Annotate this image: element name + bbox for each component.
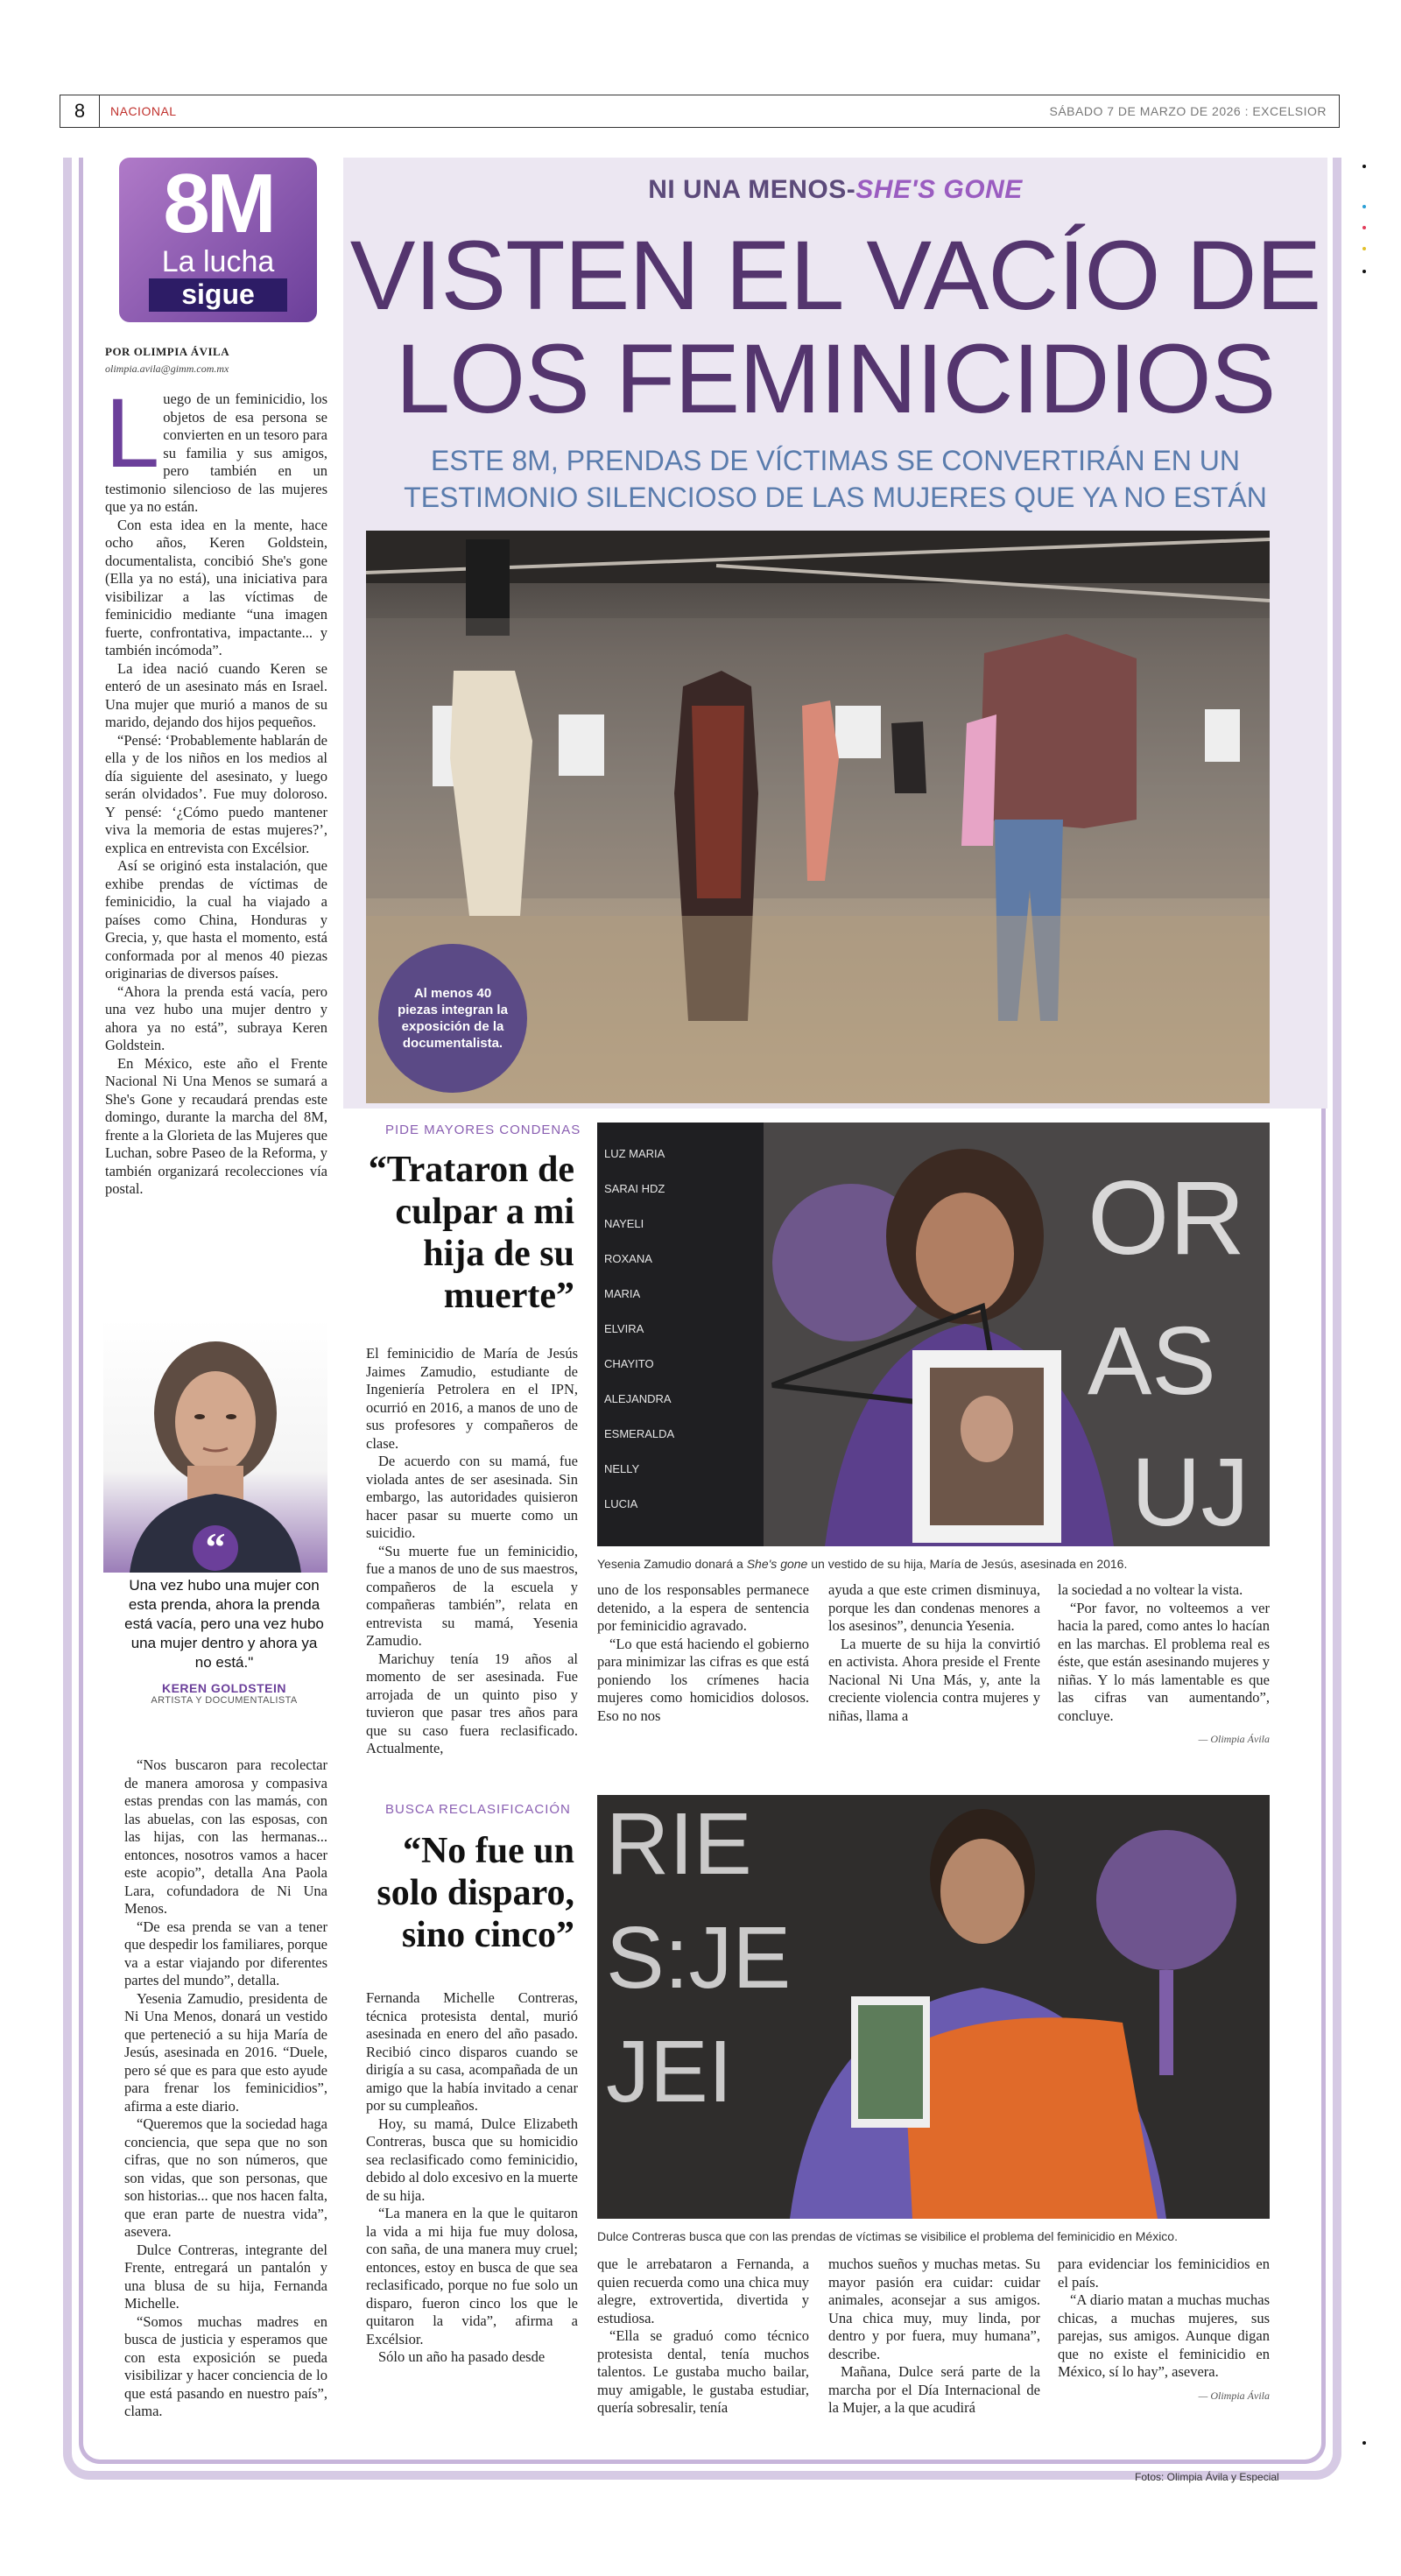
issue-date: SÁBADO 7 DE MARZO DE 2026 : EXCELSIOR: [1049, 104, 1327, 118]
svg-text:ROXANA: ROXANA: [604, 1252, 652, 1265]
left-column-text-2: [124, 1756, 327, 2421]
svg-text:LUCIA: LUCIA: [604, 1497, 638, 1510]
svg-text:ALEJANDRA: ALEJANDRA: [604, 1392, 672, 1405]
paragraph: “Nos buscaron para recolectar de manera amorosa y compasiva estas prendas con las mamás, con las abuelas, con las esposas, con las hijas, con las hermanas... entonces, nosotros vamos a hacer este acopio”, detalla Ana Paola Lara, cofundadora de Ni Una Menos.: [124, 1756, 327, 1917]
photo-badge: Al menos 40 piezas integran la exposición de la documentalista.: [378, 944, 527, 1093]
logo-line-1: La lucha: [161, 245, 275, 278]
story2-topic: BUSCA RECLASIFICACIÓN: [385, 1802, 571, 1817]
story2-col3: muchos sueños y muchas metas. Su mayor pasión era cuidar: cuidar animales, aconsejar a sus amigos. Una chica muy, muy linda, por dentro y por fuera, muy humana”, describe. Mañana, Dulce será parte de la marcha por el Día Internacional de la Mujer, a la que acudirá: [828, 2256, 1040, 2416]
svg-text:JEI: JEI: [606, 2023, 733, 2121]
logo-line-2: sigue: [149, 278, 287, 312]
svg-text:SARAI HDZ: SARAI HDZ: [604, 1182, 665, 1195]
pull-quote: [123, 1576, 326, 1706]
drop-cap: L: [105, 378, 160, 488]
svg-text:RIE: RIE: [606, 1795, 752, 1893]
svg-text:NELLY: NELLY: [604, 1462, 640, 1475]
byline: POR OLIMPIA ÁVILA: [105, 345, 230, 358]
dulce-photo: [597, 1795, 1270, 2219]
page-number: 8: [60, 95, 100, 127]
quote-text: Una vez hubo una mujer con esta prenda, ahora la prenda está vacía, pero una vez hubo una mujer dentro y ahora ya no está.": [124, 1577, 324, 1671]
story1-headline: “Trataron de culpar a mi hija de su muerte”: [368, 1150, 574, 1316]
paragraph: Yesenia Zamudio, presidenta de Ni Una Menos, donará un vestido que perteneció a su hija María de Jesús, asesinada en 2016. “Duele, pero sé que es para que esto ayude para frenar los feminicidios”, afirma a este diario.: [124, 1989, 327, 2115]
svg-text:NAYELI: NAYELI: [604, 1217, 644, 1230]
paragraph: “Queremos que la sociedad haga conciencia, que sepa que no son cifras, que no son números, que son vidas, que son personas, que son historias... que nos hacen falta, que eran parte de nuestra vida”, asevera.: [124, 2115, 327, 2240]
story2-col1: Fernanda Michelle Contreras, técnica protesista dental, murió asesinada en enero del año pasado. Recibió cinco disparos cuando se dirigía a su casa, acompañada de un amigo que la había invitado a cenar por su cumpleaños. Hoy, su mamá, Dulce Elizabeth Contreras, busca que su homicidio sea reclasificado como feminicidio, debido al dolo excesivo en la muerte de su hija. “La manera en la que le quitaron la vida a mi hija fue muy dolosa, con saña, de una manera muy cruel; entonces, estoy en busca de que sea reclasificado, porque no fue solo un disparo, fueron cinco los que le quitaron la vida”, afirma a Excélsior. Sólo un año ha pasado desde: [366, 1989, 578, 2365]
deck: ESTE 8M, PRENDAS DE VÍCTIMAS SE CONVERTIRÁN EN UN TESTIMONIO SILENCIOSO DE LAS MUJERES QUE YA NO ESTÁN: [404, 445, 1267, 513]
portrait-keren-goldstein: [103, 1319, 327, 1573]
author-email[interactable]: olimpia.avila@gimm.com.mx: [105, 362, 229, 375]
paragraph: “De esa prenda se van a tener que despedir los familiares, porque va a estar viajando por diferentes partes del mundo”, detalla.: [124, 1918, 327, 1988]
paragraph: La idea nació cuando Keren se enteró de un asesinato más en Israel. Una mujer que murió a manos de su marido, dejando dos hijos pequeños.: [105, 659, 327, 730]
story1-col4: la sociedad a no voltear la vista. “Por favor, no volteemos a ver hacia la pared, como antes lo hacían en las marchas. El problema real es éste, que están asesinando mujeres y niñas. Y lo más lamentable es que las cifras van aumentando”, concluye. — Olimpia Ávila: [1058, 1581, 1270, 1749]
paragraph: En México, este año el Frente Nacional Ni Una Menos se sumará a She's Gone y recaudará prendas este domingo, durante la marcha del 8M, frente a la Glorieta de las Mujeres que Luchan, sobre Paseo de la Reforma, y también organizará recolecciones vía postal.: [105, 1054, 327, 1197]
story1-signature: — Olimpia Ávila: [1198, 1733, 1270, 1745]
svg-text:S:JE: S:JE: [606, 1909, 792, 2007]
quote-author-role: ARTISTA Y DOCUMENTALISTA: [151, 1695, 298, 1706]
story2-signature: — Olimpia Ávila: [1198, 2389, 1270, 2402]
paragraph: “Pensé: ‘Probablemente hablarán de ella y de los niños en los medios al día siguiente del asesinato, y luego serán olvidados’. Fue muy doloroso. Y pensé: ‘¿Cómo puedo mantener viva la memoria de estas mujeres?’, explica en entrevista con Excélsior.: [105, 731, 327, 856]
section-name: NACIONAL: [110, 104, 177, 118]
kicker: NI UNA MENOS-SHE'S GONE: [648, 175, 1023, 204]
svg-text:LUZ MARIA: LUZ MARIA: [604, 1147, 665, 1160]
story1-caption: Yesenia Zamudio donará a She's gone un vestido de su hija, María de Jesús, asesinada en 2016.: [597, 1557, 1128, 1571]
headline: VISTEN EL VACÍO DE LOS FEMINICIDIOS: [349, 221, 1321, 433]
svg-text:OR: OR: [1088, 1159, 1245, 1277]
story1-col1: El feminicidio de María de Jesús Jaimes Zamudio, estudiante de Ingeniería Petrolera en el IPN, ocurrió en 2016, a manos de uno de sus profesores y compañeros de clase. De acuerdo con su mamá, fue violada antes de ser asesinada. Sin embargo, las autoridades quisieron hacer pasar su muerte como un suicidio. “Su muerte fue un feminicidio, fue a manos de uno de sus maestros, compañeros de la escuela y compañeras también”, relata en entrevista su mamá, Yesenia Zamudio. Marichuy tenía 19 años al momento de ser asesinada. Fue arrojada de un quinto piso y tuvieron que pasar tres años para que su caso fuera reclasificado. Actualmente,: [366, 1345, 578, 1756]
story2-col2: que le arrebataron a Fernanda, a quien recuerda como una chica muy alegre, extrovertida, divertida y estudiosa. “Ella se graduó como técnico protesista dental, tenía muchos talentos. Le gustaba mucho bailar, muy amigable, le gustaba estudiar, quería sobresalir, tenía: [597, 2256, 809, 2416]
paragraph: Dulce Contreras, integrante del Frente, entregará un pantalón y una blusa de su hija, Fernanda Michelle.: [124, 2241, 327, 2312]
paragraph: Con esta idea en la mente, hace ocho años, Keren Goldstein, documentalista, concibió She's gone (Ella ya no está), una iniciativa para visibilizar a las víctimas de feminicidio mediante “una imagen fuerte, confrontativa, impactante... y también incómoda”.: [105, 516, 327, 658]
story2-caption: Dulce Contreras busca que con las prendas de víctimas se visibilice el problema del feminicidio en México.: [597, 2229, 1178, 2243]
paragraph: “Somos muchas madres en busca de justicia y esperamos que con esta exposición se pueda visibilizar y hacer conciencia de lo que está pasando en nuestro país”, clama.: [124, 2312, 327, 2419]
yesenia-photo: [597, 1123, 1270, 1546]
story2-col4: para evidenciar los feminicidios en el país. “A diario matan a muchas muchas chicas, a muchas mujeres, sus parejas, sus amigos. Aunque digan que no existe el feminicidio en México, sí lo hay”, asevera. — Olimpia Ávila: [1058, 2256, 1270, 2404]
quote-author: KEREN GOLDSTEIN: [161, 1681, 287, 1695]
photo-credits: Fotos: Olimpia Ávila y Especial: [1135, 2471, 1279, 2483]
svg-text:“: “: [205, 1524, 226, 1569]
story1-col3: ayuda a que este crimen disminuya, porque les dan condenas menores a los asesinos”, denuncia Yesenia. La muerte de su hija la convirtió en activista. Ahora preside el Frente Nacional Ni Una Más, y, ante la creciente violencia contra mujeres y niñas, llama a: [828, 1581, 1040, 1724]
svg-text:CHAYITO: CHAYITO: [604, 1357, 654, 1370]
story1-col2: uno de los responsables permanece detenido, a la espera de sentencia por feminicidio agravado. “Lo que está haciendo el gobierno para minimizar las cifras es que está poniendo los crímenes hacia mujeres como homicidios dolosos. Eso no nos: [597, 1581, 809, 1724]
svg-text:ESMERALDA: ESMERALDA: [604, 1427, 675, 1440]
left-column-text: Luego de un feminicidio, los objetos de esa persona se convierten en un tesoro para su familia y sus amigos, pero también en un testimonio silencioso de las mujeres que ya no están. Con esta idea en la mente, hace ocho años, Keren Goldstein, documentalista, concibió She's gone (Ella ya no está), una iniciativa para visibilizar a las víctimas de feminicidio mediante “una imagen fuerte, confrontativa, impactante... y también incómoda”. La idea nació cuando Keren se enteró de un asesinato más en Israel. Una mujer que murió a manos de su marido, dejando dos hijos pequeños. “Pensé: ‘Probablemente hablarán de ella y de los niños en los medios al día siguiente del asesinato, y luego serán olvidados’. Fue muy doloroso. Y pensé: ‘¿Cómo puedo mantener viva la memoria de estas mujeres?’, explica en entrevista con Excélsior. Así se originó esta instalación, que exhibe prendas de víctimas de feminicidio, la cual ha viajado a países como China, Honduras y Grecia, y, que hasta el momento, está conformada por al menos 40 piezas originarias de diversos países. “Ahora la prenda está vacía, pero una vez hubo una mujer dentro y ahora ya no está”, subraya Keren Goldstein. En México, este año el Frente Nacional Ni Una Menos se sumará a She's Gone y recaudará prendas este domingo, durante la marcha del 8M, frente a la Glorieta de las Mujeres que Luchan, sobre Paseo de la Reforma, y también organizará recolecciones vía postal.: [105, 378, 327, 1197]
paragraph: Así se originó esta instalación, que exhibe prendas de víctimas de feminicidio, la cual ha viajado a países como China, Honduras y Grecia, y, que hasta el momento, está conformada por al menos 40 piezas originarias de diversos países.: [105, 857, 327, 982]
svg-text:UJ: UJ: [1131, 1439, 1250, 1546]
8m-logo: [119, 158, 317, 322]
paragraph: “Ahora la prenda está vacía, pero una vez hubo una mujer dentro y ahora ya no está”, subraya Keren Goldstein.: [105, 982, 327, 1053]
svg-text:ELVIRA: ELVIRA: [604, 1322, 644, 1335]
page-folio: [60, 95, 1340, 128]
logo-8m: 8M: [163, 157, 273, 250]
story1-topic: PIDE MAYORES CONDENAS: [385, 1123, 581, 1137]
svg-text:AS: AS: [1088, 1307, 1216, 1415]
svg-text:MARIA: MARIA: [604, 1287, 641, 1300]
story2-headline: “No fue un solo disparo, sino cinco”: [377, 1831, 574, 1955]
